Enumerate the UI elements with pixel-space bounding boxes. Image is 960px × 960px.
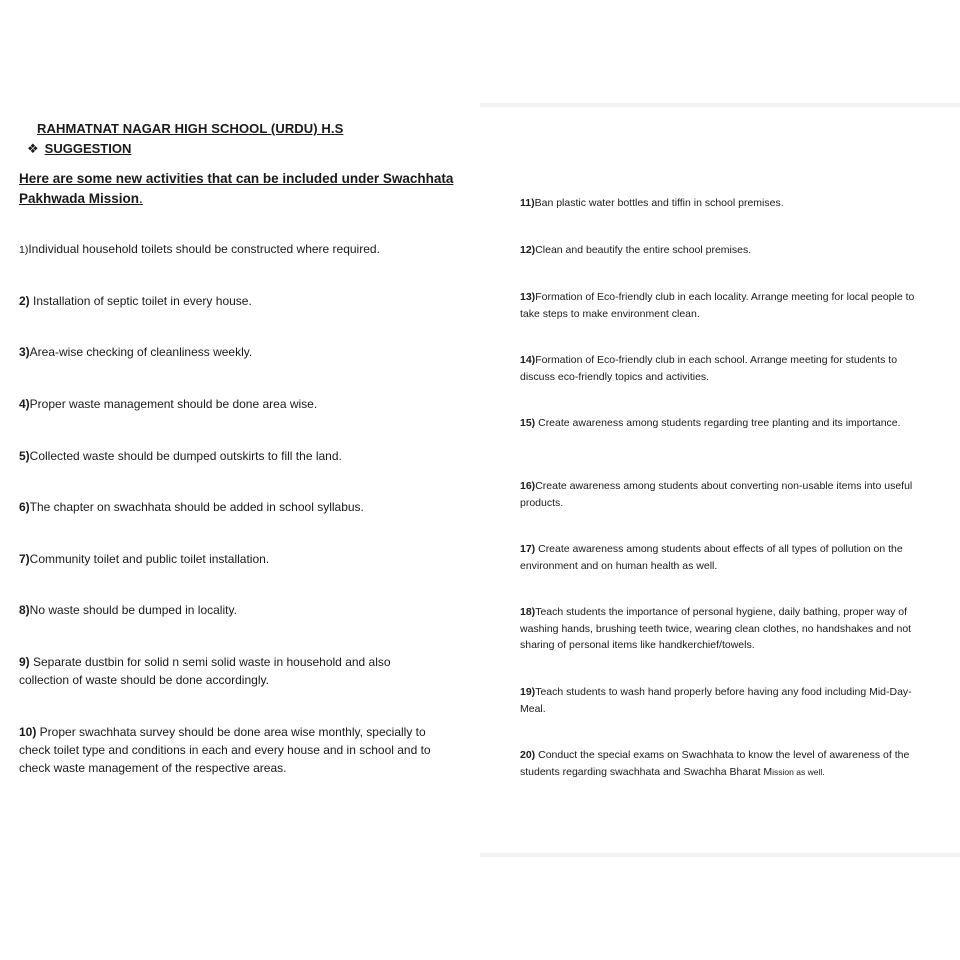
item-text: Create awareness among students regarding tree planting and its importance. <box>535 417 901 429</box>
item-number: 7) <box>19 552 30 566</box>
item-text: Create awareness among students about converting non-usable items into useful products. <box>520 480 913 509</box>
list-item <box>19 343 459 361</box>
list-item <box>520 604 915 654</box>
list-item <box>19 723 459 777</box>
list-item <box>19 550 459 568</box>
item-number: 15) <box>520 417 536 429</box>
intro-period: . <box>139 191 143 206</box>
section-heading <box>27 141 131 157</box>
item-number: 5) <box>19 449 30 463</box>
page-edge-top <box>480 103 960 107</box>
list-item <box>520 541 930 574</box>
item-text: Installation of septic toilet in every house. <box>29 294 252 308</box>
diamond-bullet-icon: ❖ <box>27 141 39 156</box>
item-number: 18) <box>520 606 536 618</box>
list-item <box>520 415 925 432</box>
list-item <box>19 653 424 689</box>
item-text: Formation of Eco-friendly club in each locality. Arrange meeting for local people to take steps to make environment clean. <box>520 291 915 320</box>
item-text: Clean and beautify the entire school premises. <box>535 244 752 256</box>
intro-heading <box>19 169 469 209</box>
item-text: Formation of Eco-friendly club in each school. Arrange meeting for students to discuss eco-friendly topics and activities. <box>520 354 898 383</box>
list-item <box>520 352 925 385</box>
list-item <box>19 601 459 619</box>
item-number: 6) <box>19 500 30 514</box>
list-item <box>520 195 925 212</box>
item-text: Teach students the importance of personal hygiene, daily bathing, proper way of washing hands, brushing teeth twice, wearing clean clothes, no handshakes and not sharing of personal items like handkerchief/towels. <box>520 606 912 651</box>
intro-text: Here are some new activities that can be included under Swachhata Pakhwada Mission <box>19 171 454 206</box>
item-number: 12) <box>520 244 536 256</box>
list-item <box>19 240 459 259</box>
item-text-small: ission as well. <box>772 766 825 777</box>
item-number: 2) <box>19 294 30 308</box>
item-text: Ban plastic water bottles and tiffin in school premises. <box>534 197 784 209</box>
item-text: Collected waste should be dumped outskirts to fill the land. <box>29 449 342 463</box>
school-name: RAHMATNAT NAGAR HIGH SCHOOL (URDU) H.S <box>37 121 344 136</box>
list-item <box>19 292 459 310</box>
item-text: Proper waste management should be done area wise. <box>29 397 318 411</box>
item-number: 10) <box>19 725 37 739</box>
page-edge-bottom <box>480 853 960 857</box>
list-item <box>520 478 925 511</box>
list-item <box>19 447 459 465</box>
item-number: 20) <box>520 749 536 761</box>
item-text: Separate dustbin for solid n semi solid waste in household and also collection of waste should be done accordingly. <box>19 655 391 687</box>
item-text: Proper swachhata survey should be done area wise monthly, specially to check toilet type and conditions in each and every house and in school and to check waste management of the respective areas. <box>19 725 431 775</box>
item-number: 1) <box>19 244 29 256</box>
item-text: Individual household toilets should be constructed where required. <box>28 242 380 256</box>
item-number: 3) <box>19 345 30 359</box>
item-number: 11) <box>520 197 535 209</box>
item-number: 13) <box>520 291 536 303</box>
item-text: Create awareness among students about effects of all types of pollution on the environment and on human health as well. <box>520 543 903 572</box>
item-text: Teach students to wash hand properly before having any food including Mid-Day-Meal. <box>520 686 912 715</box>
list-item <box>520 684 915 717</box>
item-number: 4) <box>19 397 30 411</box>
item-number: 8) <box>19 603 30 617</box>
item-number: 9) <box>19 655 30 669</box>
item-text: No waste should be dumped in locality. <box>29 603 237 617</box>
item-number: 14) <box>520 354 536 366</box>
item-text: Conduct the special exams on Swachhata to know the level of awareness of the students regarding swachhata and Swachha Bharat M <box>520 749 910 778</box>
item-text: The chapter on swachhata should be added in school syllabus. <box>29 500 364 514</box>
item-number: 17) <box>520 543 536 555</box>
list-item <box>19 498 459 516</box>
item-number: 19) <box>520 686 536 698</box>
section-title: SUGGESTION <box>44 141 132 156</box>
list-item <box>520 242 925 259</box>
list-item <box>19 395 459 413</box>
item-text: Area-wise checking of cleanliness weekly. <box>29 345 253 359</box>
item-text: Community toilet and public toilet installation. <box>29 552 270 566</box>
list-item <box>520 747 930 780</box>
item-number: 16) <box>520 480 536 492</box>
list-item <box>520 289 925 322</box>
